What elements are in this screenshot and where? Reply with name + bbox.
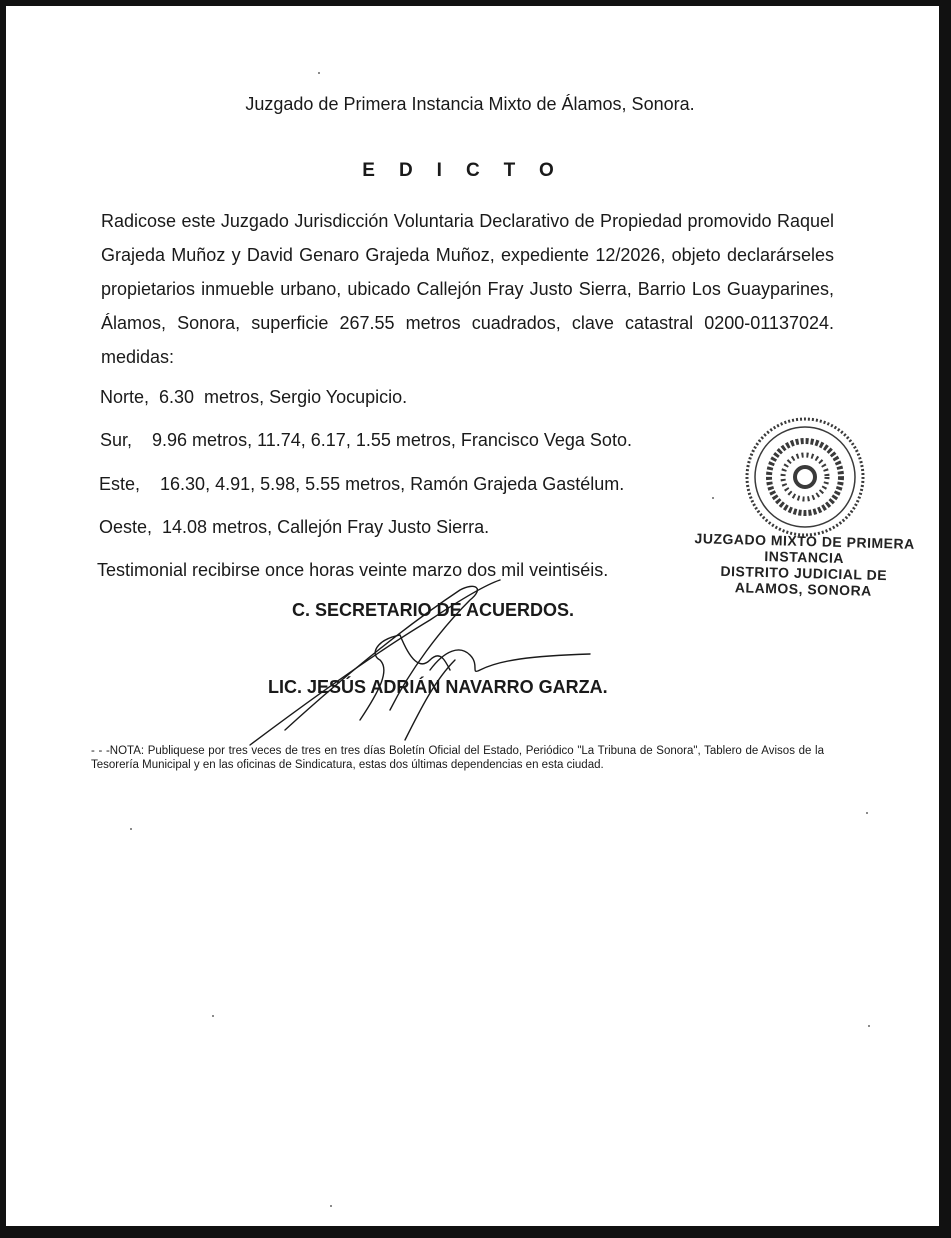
scan-speck [866,812,868,814]
handwritten-signature [230,560,630,750]
stamp-line-2: INSTANCIA [764,547,845,567]
boundary-north: Norte, 6.30 metros, Sergio Yocupicio. [100,387,408,407]
court-stamp [683,530,925,600]
boundary-east: Este, 16.30, 4.91, 5.98, 5.55 metros, Ramón Grajeda Gastélum. [99,474,625,494]
secretary-title: C. SECRETARIO DE ACUERDOS. [292,600,575,620]
boundary-west: Oeste, 14.08 metros, Callejón Fray Justo Sierra. [99,517,490,537]
scan-speck [130,828,132,830]
court-title: Juzgado de Primera Instancia Mixto de Álamos, Sonora. [245,94,695,114]
court-seal [740,412,870,542]
scan-speck [330,1205,332,1207]
document-heading: EDICTO [362,160,578,181]
boundary-south: Sur, 9.96 metros, 11.74, 6.17, 1.55 metros, Francisco Vega Soto. [100,430,632,450]
publication-note: - - -NOTA: Publiquese por tres veces de tres en tres días Boletín Oficial del Estado, Periódico "La Tribuna de Sonora", Tablero de Avisos de la Tesorería Municipal y en las oficinas de Sindicatura, estas dos últimas dependencias en esta ciudad. [91,745,824,771]
officer-name: LIC. JESÚS ADRIÁN NAVARRO GARZA. [268,677,608,697]
testimonial-line: Testimonial recibirse once horas veinte marzo dos mil veintiséis. [97,560,609,580]
edict-body-paragraph: Radicose este Juzgado Jurisdicción Voluntaria Declarativo de Propiedad promovido Raquel Grajeda Muñoz y David Genaro Grajeda Muñoz, expediente 12/2026, objeto declarárseles propietarios inmueble urbano, ubicado Callejón Fray Justo Sierra, Barrio Los Guayparines, Álamos, Sonora, superficie 267.55 metros cuadrados, clave catastral 0200-01137024. medidas: [101,211,834,367]
scan-speck [712,497,714,499]
scan-speck [868,1025,870,1027]
stamp-line-1: JUZGADO MIXTO DE PRIMERA [694,530,915,552]
scan-speck [318,72,320,74]
stamp-line-4: ALAMOS, SONORA [734,579,872,599]
scan-speck [212,1015,214,1017]
stamp-line-3: DISTRITO JUDICIAL DE [720,562,888,584]
